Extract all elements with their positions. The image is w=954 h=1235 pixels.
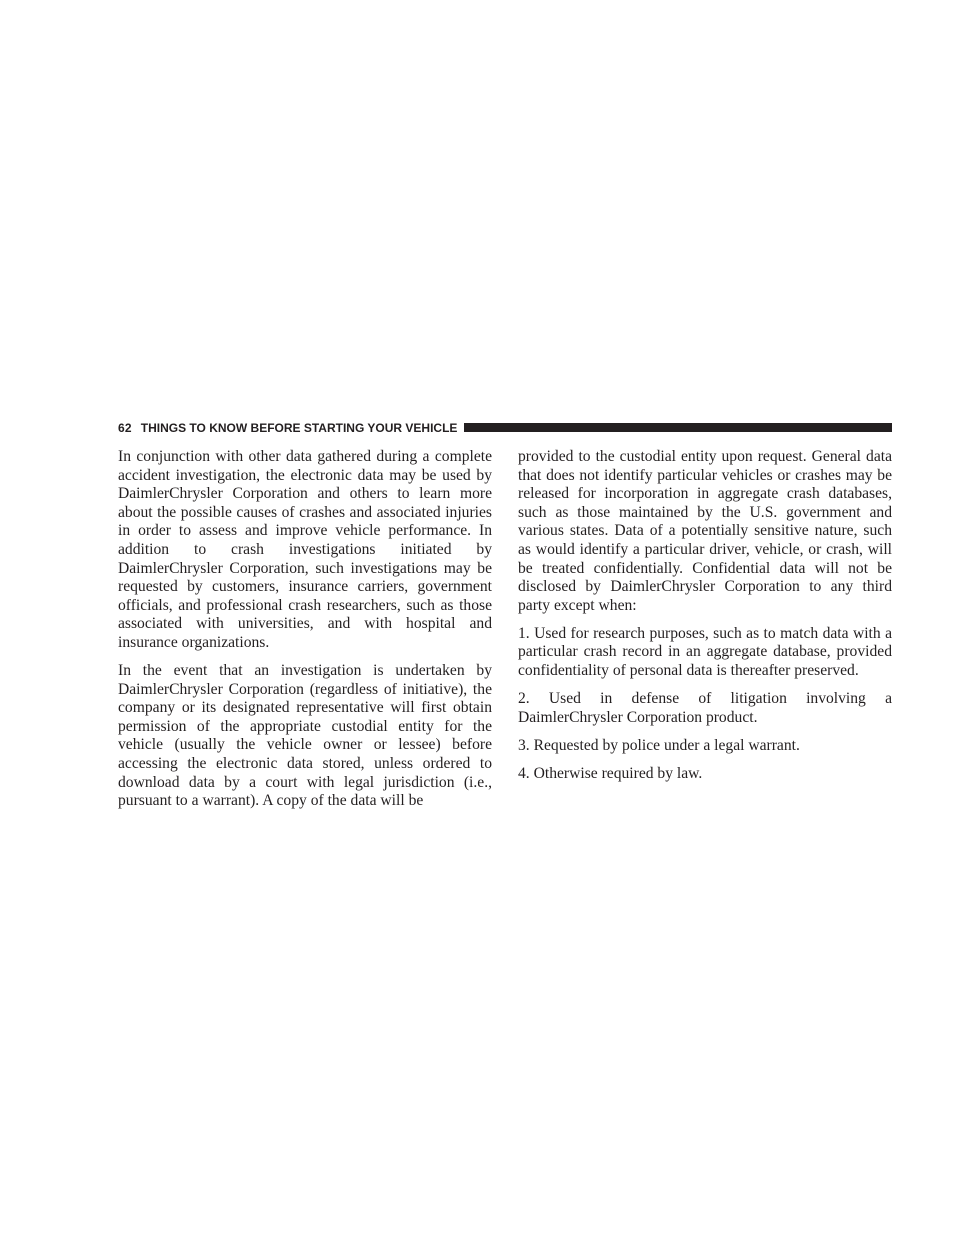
list-item-required-by-law: 4. Otherwise required by law. xyxy=(518,764,703,782)
header-rule xyxy=(464,423,892,432)
left-column xyxy=(118,448,492,820)
right-column xyxy=(518,448,892,793)
page-header xyxy=(118,419,892,436)
page-number: 62 xyxy=(118,420,132,435)
list-item-research: 1. Used for research purposes, such as to match data with a particular crash record in an aggregate database, provided confidentiality of personal data is thereafter preserved. xyxy=(518,624,892,680)
list-item-litigation: 2. Used in defense of litigation involving a DaimlerChrysler Corporation product. xyxy=(518,690,892,726)
paragraph-data-confidentiality: provided to the custodial entity upon request. General data that does not identify particular vehicles or crashes may be released for incorporation in aggregate crash databases, such as those maintained by the U.S. government and various states. Data of a potentially sensitive nature, such as would identify a particular driver, vehicle, or crash, will be treated confidentially. Confidential data will not be disclosed by DaimlerChrysler Corporation to any third party except when: xyxy=(518,448,892,614)
paragraph-investigation-permission: In the event that an investigation is undertaken by DaimlerChrysler Corporation (regardless of initiative), the company or its designated representative will first obtain permission of the appropriate custodial entity for the vehicle (usually the vehicle owner or lessee) before accessing the electronic data stored, unless ordered to download data by a court with legal jurisdiction (i.e., pursuant to a warrant). A copy of the data will be xyxy=(118,662,492,810)
paragraph-crash-data-usage: In conjunction with other data gathered during a complete accident investigation, the electronic data may be used by DaimlerChrysler Corporation and others to learn more about the possible causes of crashes and associated injuries in order to assess and improve vehicle performance. In addition to crash investigations initiated by DaimlerChrysler Corporation, such investigations may be requested by customers, insurance carriers, government officials, and professional crash researchers, such as those associated with universities, and with hospital and insurance organizations. xyxy=(118,448,492,651)
list-item-police-warrant: 3. Requested by police under a legal warrant. xyxy=(518,736,800,754)
section-title: THINGS TO KNOW BEFORE STARTING YOUR VEHICLE xyxy=(140,420,458,435)
